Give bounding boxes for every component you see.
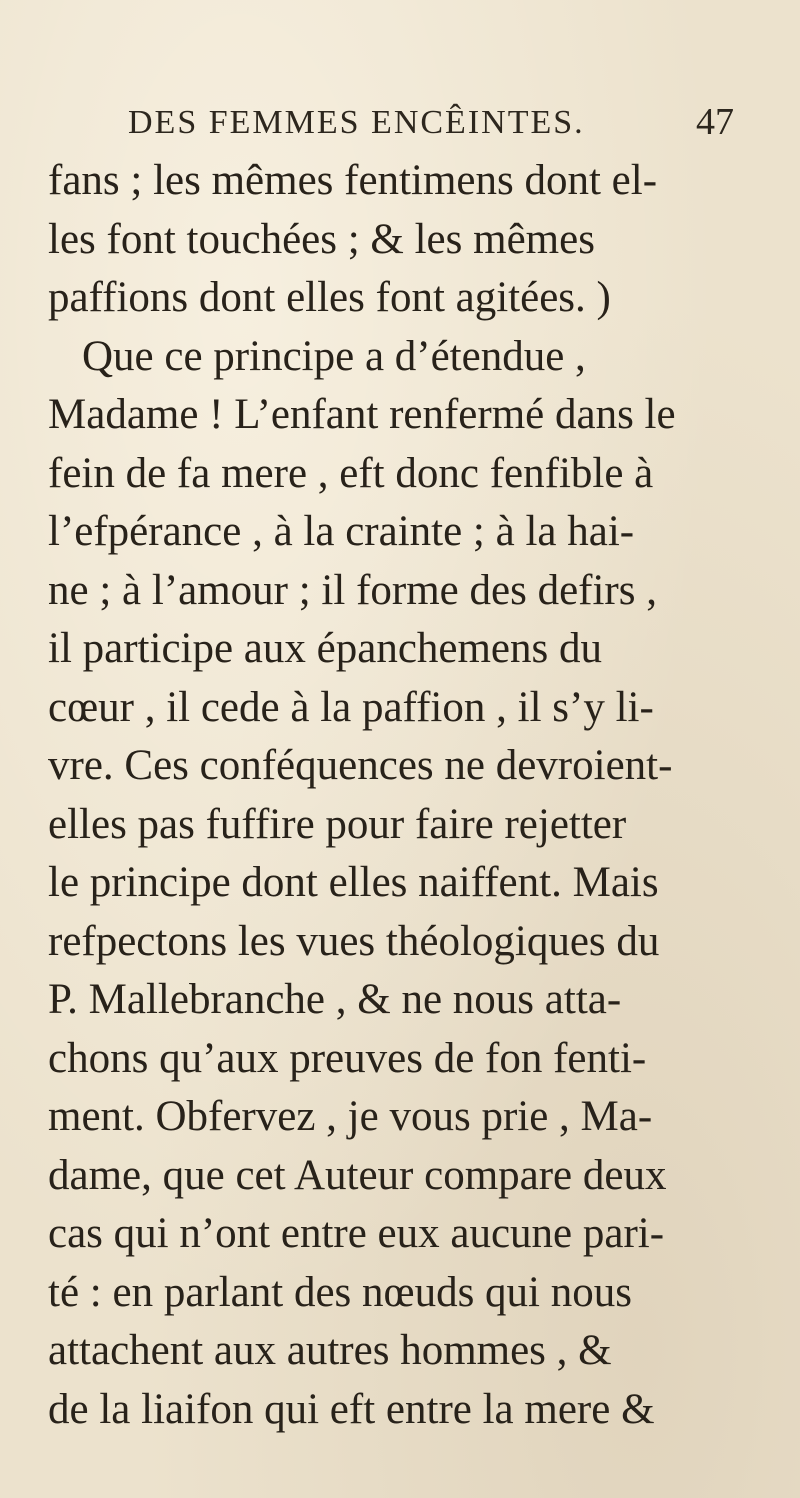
text-line: cœur , il cede à la paffion , il s’y li- — [48, 683, 654, 731]
text-line: chons qu’aux preuves de fon fenti- — [48, 1034, 647, 1082]
text-line: fein de fa mere , eft donc fenfible à — [48, 449, 654, 497]
text-line: cas qui n’ont entre eux aucune pari- — [48, 1210, 665, 1257]
page-number: 47 — [696, 101, 734, 143]
text-line: P. Mallebranche , & ne nous atta- — [48, 976, 622, 1023]
text-line: fans ; les mêmes fentimens dont el- — [48, 157, 658, 204]
page-header — [0, 96, 800, 156]
text-line: ne ; à l’amour ; il forme des defirs , — [48, 566, 657, 614]
text-line: vre. Ces conféquences ne devroient- — [48, 742, 673, 789]
text-line: elles pas fuffire pour faire rejetter — [48, 800, 627, 848]
text-line: Que ce principe a d’étendue , — [82, 332, 586, 380]
running-title: DES FEMMES ENCÊINTES. — [128, 104, 585, 141]
body-text — [48, 152, 778, 1439]
text-line: le principe dont elles naiffent. Mais — [48, 859, 659, 906]
text-line: dame, que cet Auteur compare deux — [48, 1151, 667, 1199]
text-line: l’efpérance , à la crainte ; à la hai- — [48, 508, 635, 555]
text-line: il participe aux épanchemens du — [48, 625, 603, 672]
text-line: paffions dont elles font agitées. ) — [48, 274, 611, 321]
text-line: de la liaifon qui eft entre la mere & — [48, 1385, 655, 1433]
text-line: Madame ! L’enfant renfermé dans le — [48, 391, 676, 438]
text-line: refpectons les vues théologiques du — [48, 917, 660, 965]
text-line: les font touchées ; & les mêmes — [48, 215, 595, 263]
text-line: ment. Obfervez , je vous prie , Ma- — [48, 1093, 653, 1140]
text-line: té : en parlant des nœuds qui nous — [48, 1268, 632, 1316]
text-line: attachent aux autres hommes , & — [48, 1327, 612, 1374]
